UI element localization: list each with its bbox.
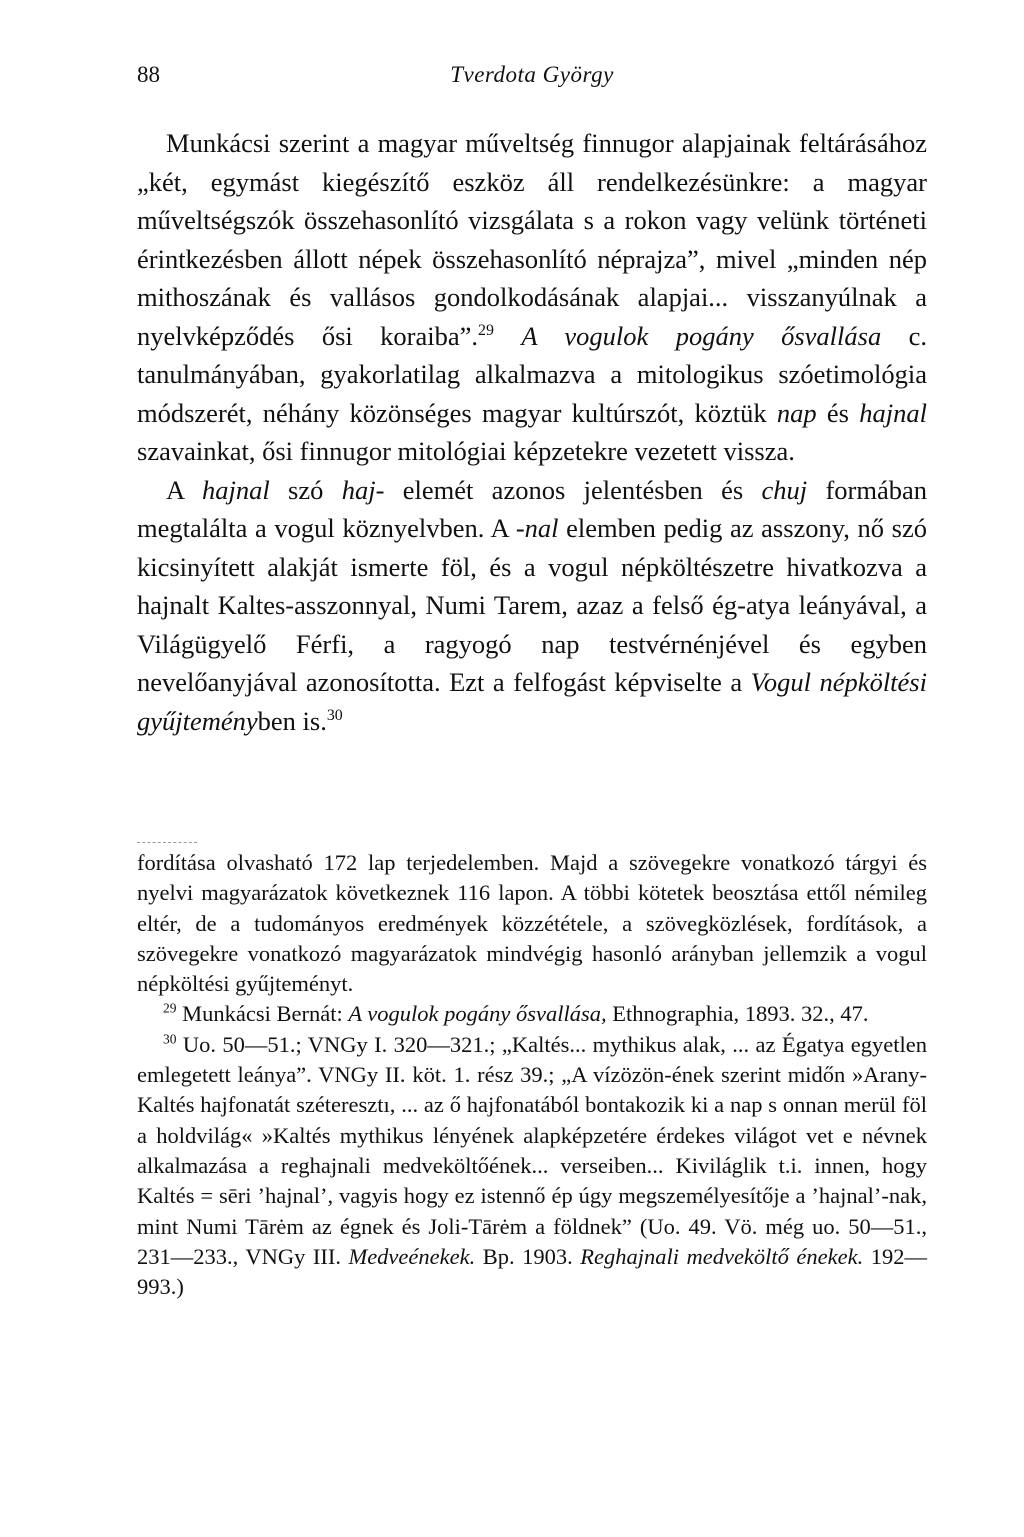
text-run: fordítása olvasható 172 lap terjedelemben. Majd a szövegekre vonatkozó tárgyi és nyelvi magyarázatok következnek 116 lapon. A többi kötetek beosztása ettől némileg eltér, de a tudományos eredmények közzététele, a szövegközlések, fordítások, a szövegekre vonatkozó magyarázatok mindvégig hasonló arányban jellemzik a vogul népköltési gyűjteményt. xyxy=(137,850,927,997)
italic-run: -nal xyxy=(515,513,559,543)
italic-run: Vogul népköltési gyűjtemény xyxy=(137,667,927,736)
italic-run: hajnal xyxy=(202,474,270,505)
running-head xyxy=(137,62,927,92)
paragraph-1 xyxy=(137,124,927,471)
text-run: elemét azonos jelentésben és xyxy=(384,474,762,505)
italic-run: Reghajnali medveköltő énekek. xyxy=(580,1243,864,1269)
text-run xyxy=(494,321,521,351)
text-run: szó xyxy=(269,474,342,505)
italic-run: haj- xyxy=(341,474,385,505)
footnote-ref: 29 xyxy=(163,1000,177,1016)
footnote-ref: 30 xyxy=(326,706,343,724)
italic-run: chuj xyxy=(761,474,808,505)
text-run: Munkácsi szerint a magyar műveltség finnugor alapjainak feltárásához „két, egymást kiegészítő eszköz áll rendelkezésünkre: a magyar műveltségszók összehasonlító vizsgálata s a rokon vagy velünk történeti érintkezésben állott népek összehasonlító néprajza”, mivel „minden nép mithoszának és vallásos gondolkodásának alapjai... visszanyúlnak a nyelvképződés ősi koraiba”. xyxy=(137,128,927,351)
text-run: Ethnographia, 1893. 32., 47. xyxy=(606,1001,869,1027)
text-run: formában megtalálta a vogul köznyelvben. A xyxy=(137,474,927,543)
text-run: szavainkat, ősi finnugor mitológiai képzetekre vezetett vissza. xyxy=(137,436,795,466)
footnote-separator xyxy=(137,842,197,843)
text-run: és xyxy=(816,397,860,428)
text-run: Bp. 1903. xyxy=(475,1243,581,1269)
footnote-ref: 30 xyxy=(163,1031,177,1047)
text-run: elemben pedig az asszony, nő szó kicsinyített alakját ismerte föl, és a vogul népköltészetre hivatkozva a hajnalt Kaltes-asszonnyal, Numi Tarem, azaz a felső ég-atya leányával, a Világügyelő Férfi, a ragyogó nap testvérnénjével és egyben nevelőanyjával azonosította. Ezt a felfogást képviselte a xyxy=(137,513,927,697)
text-run: 192—993.) xyxy=(137,1243,927,1300)
footnotes xyxy=(137,848,927,1302)
footnote-29 xyxy=(137,999,927,1029)
running-title: Tverdota György xyxy=(450,62,614,87)
paragraph-2 xyxy=(137,471,927,741)
italic-run: nap xyxy=(776,397,817,428)
footnote-ref: 29 xyxy=(478,321,494,339)
main-text xyxy=(137,124,927,740)
italic-run: A vogulok pogány ősvallása xyxy=(521,320,882,351)
text-run: A xyxy=(166,474,202,505)
page-number: 88 xyxy=(137,62,160,87)
text-run: c. tanulmányában, gyakorlatilag alkalmazva a mitologikus szóetimológia módszerét, néhány közönséges magyar kultúrszót, köztük xyxy=(137,320,927,428)
italic-run: hajnal xyxy=(859,397,927,428)
footnote-30 xyxy=(137,1030,927,1303)
text-run: Uo. 50—51.; VNGy I. 320—321.; „Kaltés... mythikus alak, ... az Égatya egyetlen emlegetett leánya”. VNGy II. köt. 1. rész 39.; „A vízözön-ének szerint midőn »Arany-Kaltés hajfonatát széteresztı, ... az ő hajfonatából bontakozik ki a nap s onnan merül föl a holdvilág« »Kaltés mythikus lényének alapképzetére érdekes világot vet e névnek alkalmazása a reghajnali medveköltőének... verseiben... Kiviláglik t.i. innen, hogy Kaltés = sēri ’hajnal’, vagyis hogy ez istennő ép úgy megszemélyesítője a ’hajnal’-nak, mint Numi Tārėm az égnek és Joli-Tārėm a földnek” (Uo. 49. Vö. még uo. 50—51., 231—233., VNGy III. xyxy=(137,1031,927,1269)
italic-run: Medveénekek. xyxy=(348,1243,476,1269)
text-run: ben is. xyxy=(257,705,327,736)
italic-run: A vogulok pogány ősvallása, xyxy=(348,1001,607,1027)
text-run: Munkácsi Bernát: xyxy=(176,1001,349,1027)
footnote-continuation xyxy=(137,848,927,999)
